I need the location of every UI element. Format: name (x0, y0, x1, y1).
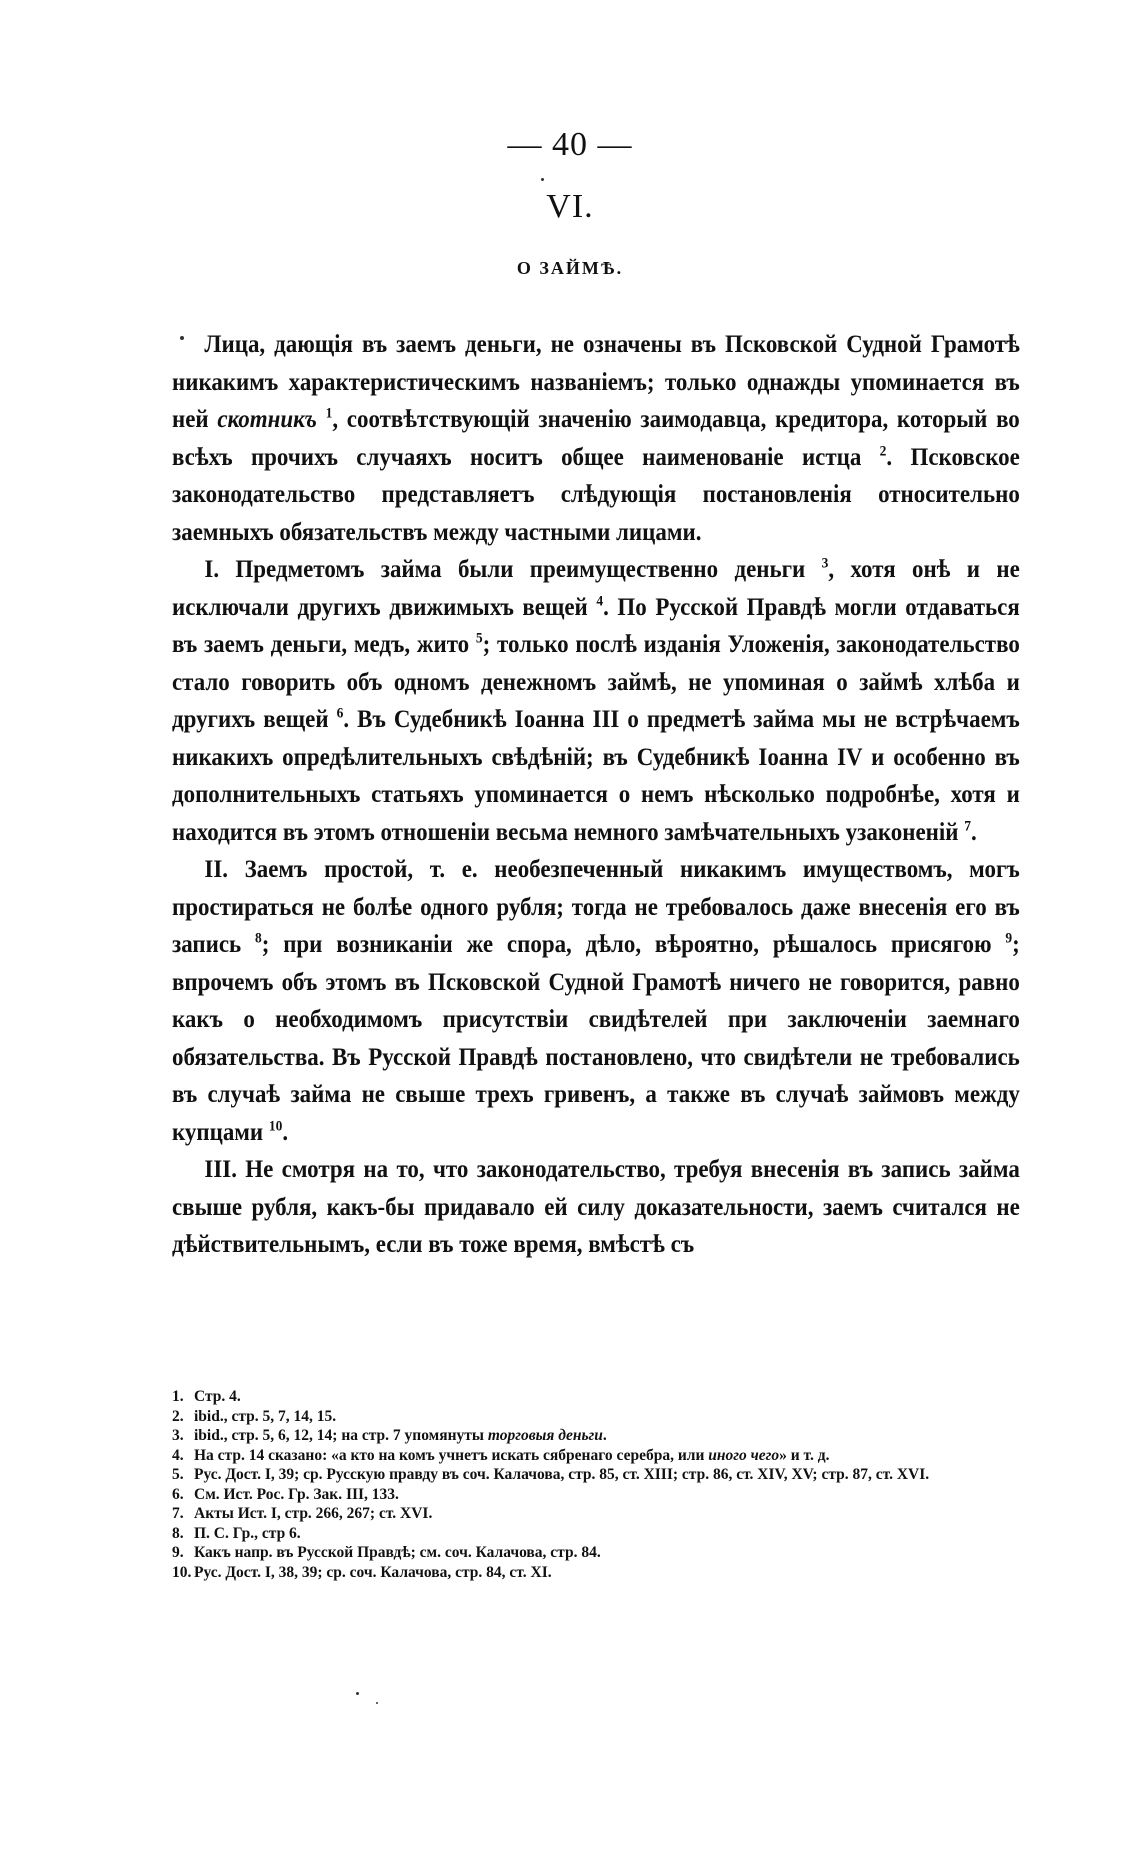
footnote: 8. П. С. Гр., стр 6. (172, 1524, 301, 1542)
footnote-ref: 9 (1005, 930, 1013, 947)
footnote-ref: 2 (879, 443, 887, 459)
footnote: 6. См. Ист. Рос. Гр. Зак. III, 133. (172, 1485, 399, 1503)
paragraph: Лица, дающія въ заемъ деньги, не означены въ Псковской Судной Грамотѣ никакимъ характеристическимъ названіемъ; только однажды упоминается въ ней скотникъ $^1$, соотвѣтствующій значенію заимодавца, кредитора, который во всѣхъ прочихъ случаяхъ носитъ общее наименованіе истца $^2$. Псковское законодательство представляетъ слѣдующія постановленія относительно заемныхъ обязательствъ между частными лицами. (172, 329, 1020, 546)
paragraph: I. Предметомъ займа были преимущественно деньги $^3$, хотя онѣ и не исключали другихъ движимыхъ вещей $^4$. По Русской Правдѣ могли отдаваться въ заемъ деньги, медъ, жито $^5$; только послѣ изданія Уложенія, законодательство стало говорить объ одномъ денежномъ займѣ, не упоминая о займѣ хлѣба и другихъ вещей $^6$. Въ Судебникѣ Іоанна III о предметѣ займа мы не встрѣчаемъ никакихъ опредѣлительныхъ свѣдѣній; въ Судебникѣ Іоанна IV и особенно въ дополнительныхъ статьяхъ упоминается о немъ нѣсколько подробнѣе, хотя и находится въ этомъ отношеніи весьма немного замѣчательныхъ узаконеній $^7$. (172, 554, 1020, 846)
body-text (172, 325, 1020, 1263)
footnote-ref: 1 (325, 405, 333, 422)
scan-speck (376, 1702, 378, 1704)
footnote-ref: 4 (596, 593, 604, 609)
footnote: 2. ibid., стр. 5, 7, 14, 15. (172, 1407, 337, 1425)
footnotes (172, 1387, 1032, 1582)
footnote-ref: 10 (268, 1118, 283, 1134)
footnote-ref: 7 (964, 818, 971, 834)
scan-speck (180, 336, 184, 340)
footnote-ref: 3 (821, 555, 829, 572)
footnote-ref: 8 (254, 930, 262, 947)
footnote: 5. Рус. Дост. I, 39; ср. Русскую правду въ соч. Калачова, стр. 85, ст. XIII; стр. 86, ст. XIV, XV; стр. 87, ст. XVI. (172, 1466, 930, 1483)
footnote: 7. Акты Ист. I, стр. 266, 267; ст. XVI. (172, 1505, 433, 1522)
section-title: О ЗАЙМѢ. (516, 258, 624, 278)
footnote: 1. Стр. 4. (172, 1388, 241, 1405)
footnote-ref: 6 (336, 705, 344, 722)
footnote: 10. Рус. Дост. I, 38, 39; ср. соч. Калачова, стр. 84, ст. XI. (172, 1563, 552, 1581)
paragraph: III. Не смотря на то, что законодательство, требуя внесенія въ запись займа свыше рубля, какъ-бы придавало ей силу доказательности, заемъ считался не дѣйствительнымъ, если въ тоже время, вмѣстѣ съ (172, 1154, 1020, 1258)
scan-speck (356, 1692, 359, 1695)
footnote: 3. ibid., стр. 5, 6, 12, 14; на стр. 7 упомянуты торговыя деньги. (172, 1427, 607, 1444)
page-number: — 40 — (507, 126, 633, 163)
section-numeral: VI. (546, 188, 594, 225)
scan-speck (541, 178, 544, 181)
footnote-ref: 5 (475, 630, 483, 647)
italic-term: скотникъ (217, 404, 317, 433)
footnote: 9. Какъ напр. въ Русской Правдѣ; см. соч. Калачова, стр. 84. (172, 1544, 601, 1561)
paragraph: II. Заемъ простой, т. е. необезпеченный никакимъ имуществомъ, могъ простираться не болѣе одного рубля; тогда не требовалось даже внесенія его въ запись $^8$; при возниканіи же спора, дѣло, вѣроятно, рѣшалось присягою $^9$; впрочемъ объ этомъ въ Псковской Судной Грамотѣ ничего не говорится, равно какъ о необходимомъ присутствіи свидѣтелей при заключеніи заемнаго обязательства. Въ Русской Правдѣ постановлено, что свидѣтели не требовались въ случаѣ займа не свыше трехъ гривенъ, а также въ случаѣ займовъ между купцами $^{10}$. (172, 854, 1020, 1146)
footnote: 4. На стр. 14 сказано: «а кто на комъ учнетъ искать сябренаго серебра, или иного чего» и т. д. (172, 1446, 830, 1464)
